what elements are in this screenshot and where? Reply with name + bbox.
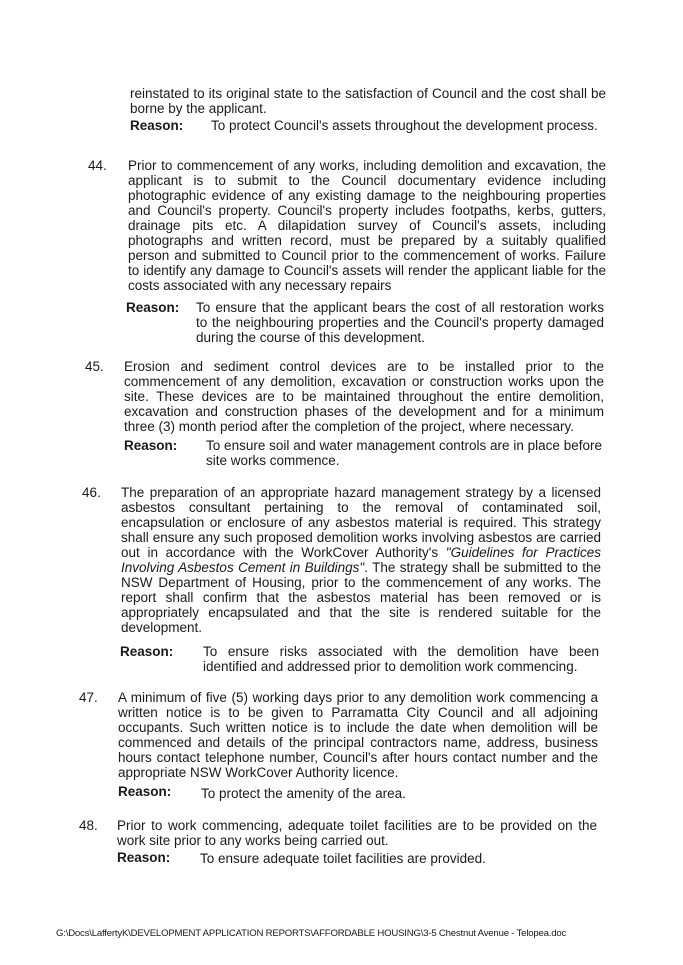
condition-text: Erosion and sediment control devices are to be installed prior to the commencement of any demolition, excavation or construction works upon the site. These devices are to be maintained throughout the entire demolition, excavation and construction phases of the development and for a minimum three (3) month period after the completion of the project, where necessary. [124, 359, 604, 434]
condition-reason-label: Reason: [118, 784, 172, 799]
continuation-reason-label: Reason: [130, 118, 184, 133]
condition-text: A minimum of five (5) working days prior to any demolition work commencing a written notice is to be given to Parramatta City Council and all adjoining occupants. Such written notice is to include the date when demolition will be commenced and details of the principal contractors name, address, business hours contact telephone number, Council's after hours contact number and the appropriate NSW WorkCover Authority licence. [118, 690, 598, 780]
condition-reason-text: To ensure risks associated with the demolition have been identified and addressed prior to demolition work commencing. [203, 644, 599, 674]
condition-reason-label: Reason: [126, 300, 180, 315]
condition-reason-text: To ensure that the applicant bears the cost of all restoration works to the neighbouring properties and the Council's property damaged during the course of this development. [196, 300, 604, 345]
condition-reason-text: To ensure adequate toilet facilities are provided. [200, 851, 486, 866]
continuation-reason-text: To protect Council's assets throughout the development process. [211, 118, 598, 133]
condition-reason-label: Reason: [124, 438, 178, 453]
condition-reason-text: To protect the amenity of the area. [201, 786, 406, 801]
guidelines-title: "Guidelines for Practices Involving Asbestos Cement in Buildings" [121, 545, 602, 575]
condition-text-part: The preparation of an appropriate hazard management strategy by a licensed asbestos consultant pertaining to the removal of contaminated soil, encapsulation or enclosure of any asbestos material is required. This strategy shall ensure any such proposed demolition works involving asbestos are carried out in accordance with the WorkCover Authority's [121, 485, 601, 560]
condition-text: Prior to commencement of any works, including demolition and excavation, the applicant is to submit to the Council documentary evidence including photographic evidence of any existing damage to the neighbouring properties and Council's property. Council's property includes footpaths, kerbs, gutters, drainage pits etc. A dilapidation survey of Council's assets, including photographs and written record, must be prepared by a suitably qualified person and submitted to Council prior to the commencement of works. Failure to identify any damage to Council's assets will render the applicant liable for the costs associated with any necessary repairs [128, 158, 606, 293]
condition-text-part: . The strategy shall be submitted to the NSW Department of Housing, prior to the commencement of any works. The report shall confirm that the asbestos material has been removed or is appropriately encapsulated and that the site is rendered suitable for the development. [121, 560, 601, 635]
condition-number: 44. [88, 158, 107, 173]
condition-reason-label: Reason: [117, 850, 171, 865]
condition-reason-label: Reason: [120, 644, 174, 659]
condition-number: 48. [79, 818, 98, 833]
continuation-text: reinstated to its original state to the satisfaction of Council and the cost shall be borne by the applicant. [130, 86, 606, 116]
condition-number: 45. [85, 359, 104, 374]
condition-reason-text: To ensure soil and water management controls are in place before site works commence. [206, 438, 602, 468]
condition-number: 46. [82, 485, 101, 500]
condition-text [121, 485, 601, 635]
file-path-footer: G:\Docs\LaffertyK\DEVELOPMENT APPLICATION REPORTS\AFFORDABLE HOUSING\3-5 Chestnut Avenue - Telopea.doc [56, 928, 567, 939]
condition-text: Prior to work commencing, adequate toilet facilities are to be provided on the work site prior to any works being carried out. [117, 818, 597, 848]
condition-number: 47. [79, 690, 98, 705]
